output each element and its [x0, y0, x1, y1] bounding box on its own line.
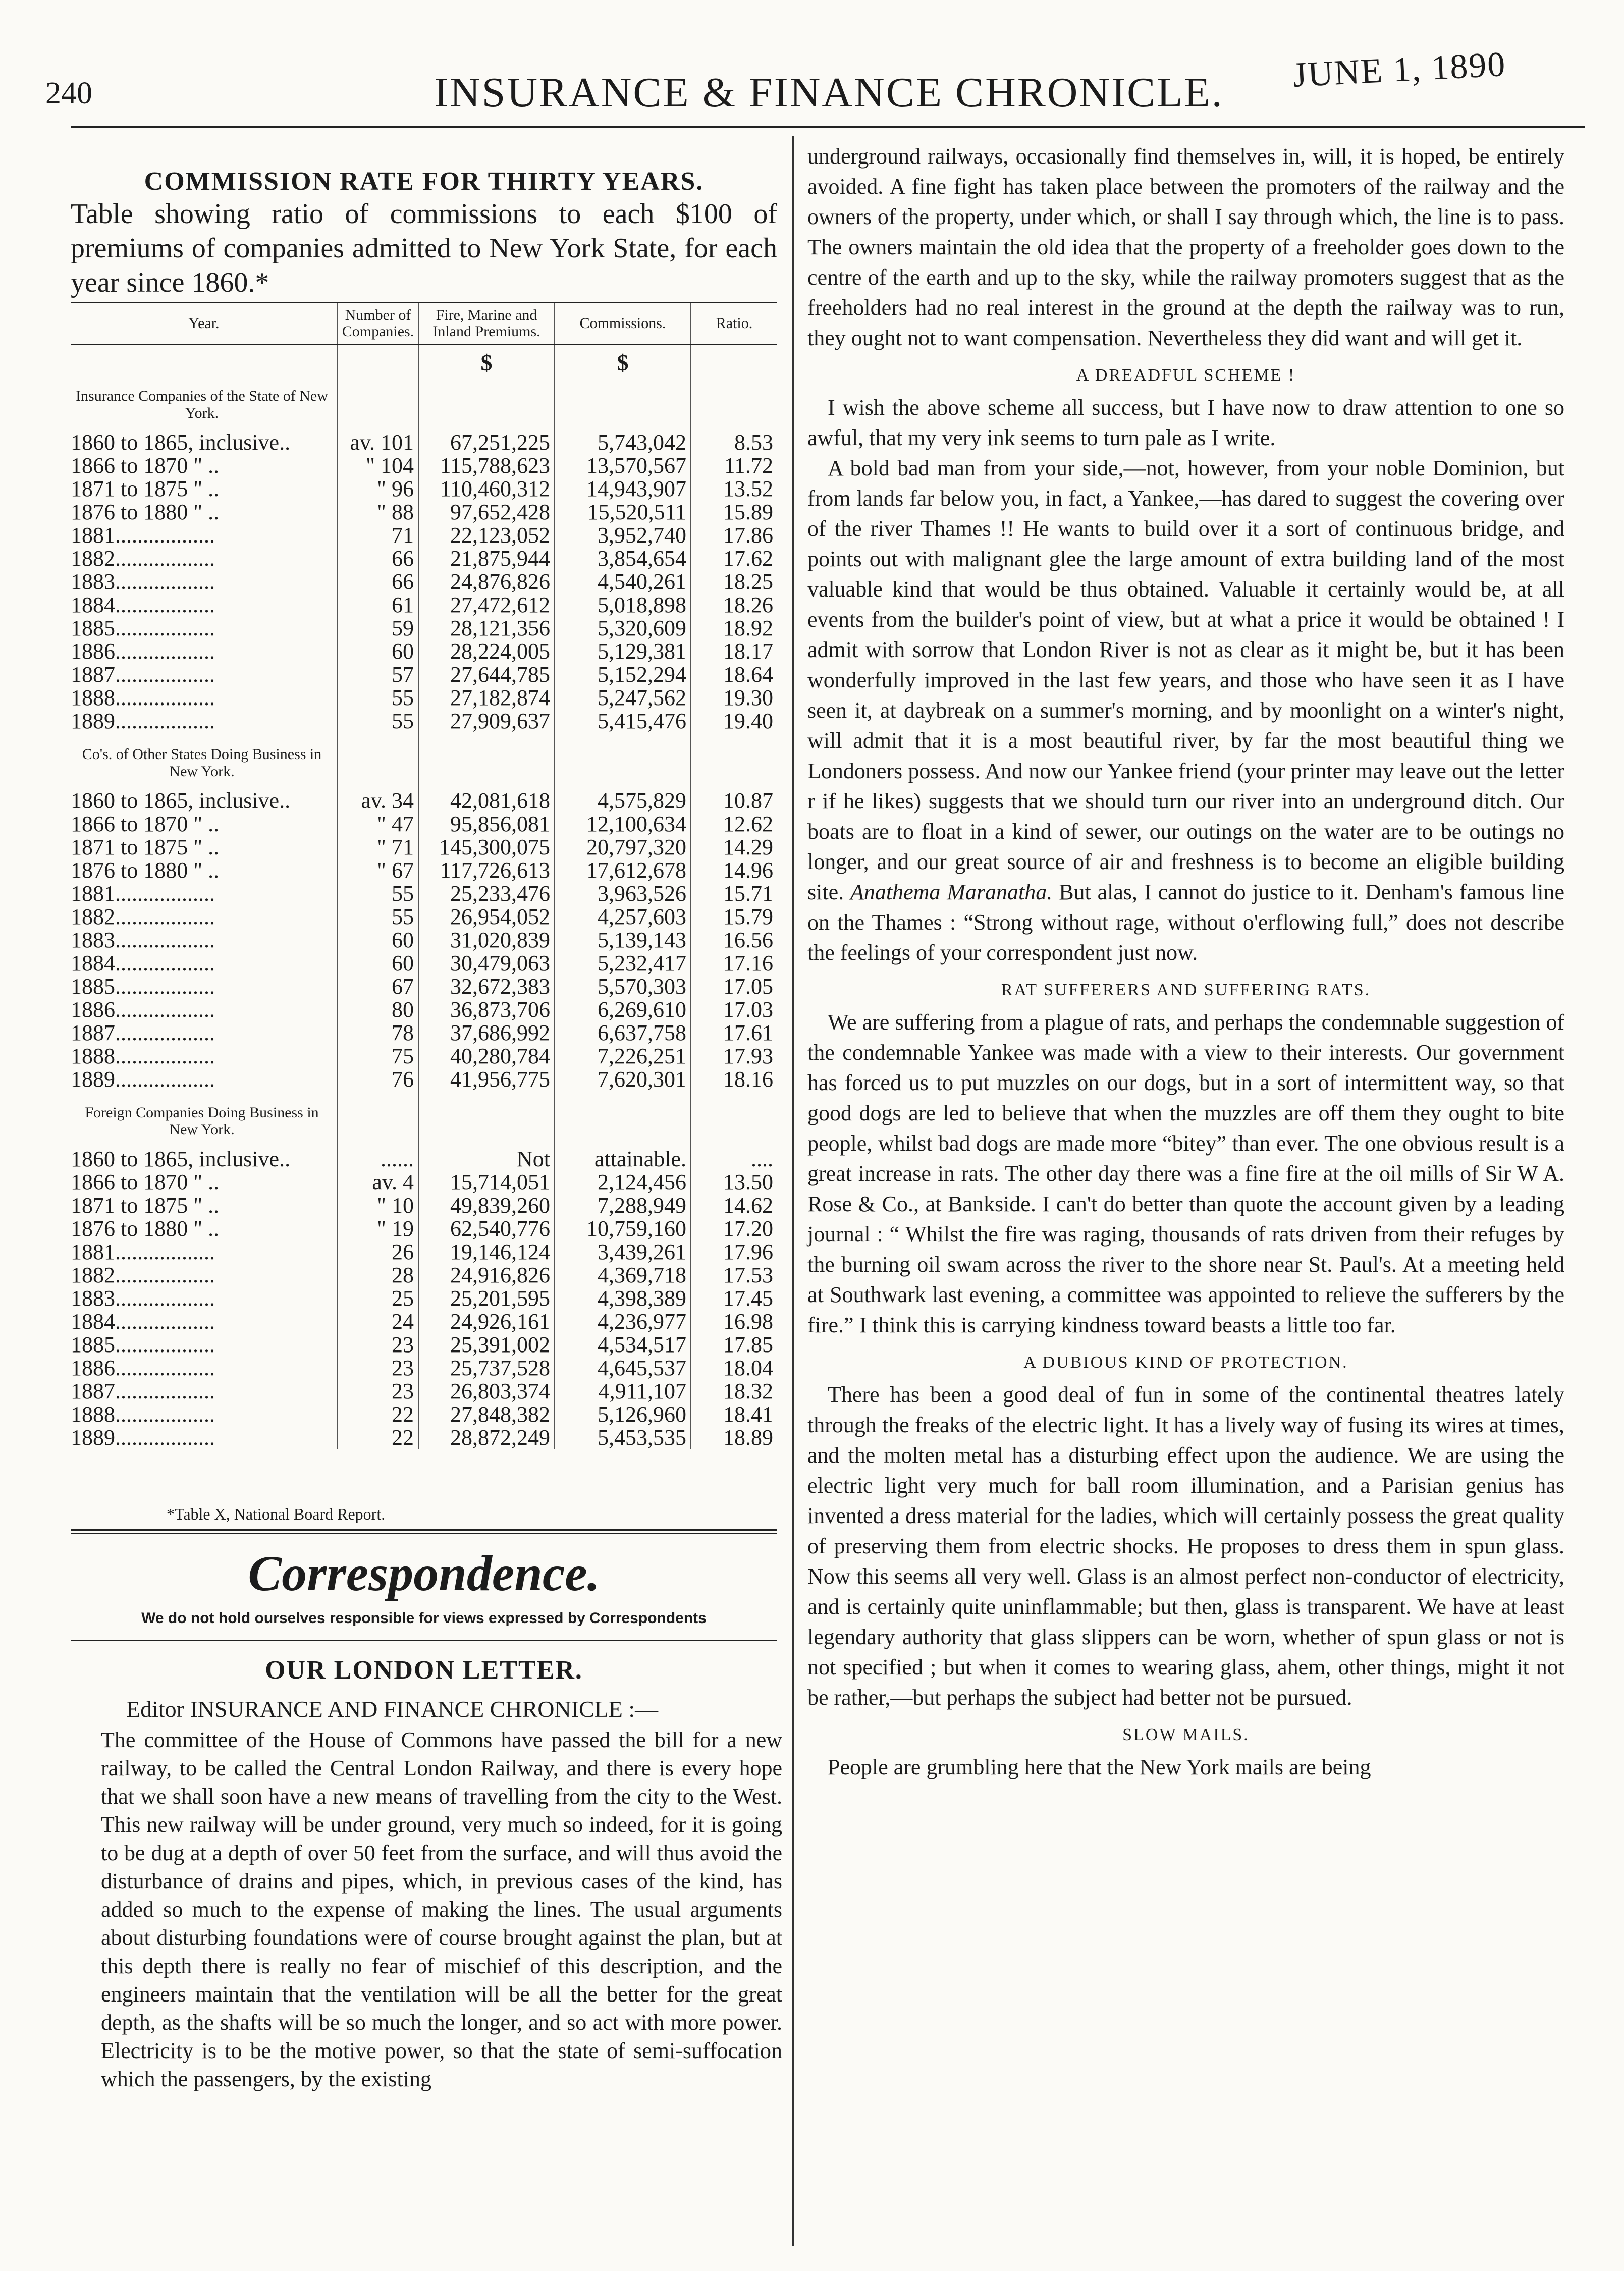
table-cell: 17.96 — [691, 1240, 777, 1264]
table-cell: 24,926,161 — [418, 1310, 555, 1333]
page-number: 240 — [45, 76, 92, 111]
table-cell: .... — [691, 1148, 777, 1171]
table-cell: 1881.................. — [71, 1239, 215, 1264]
table-cell: 5,570,303 — [555, 975, 691, 998]
table-cell: 22 — [338, 1403, 418, 1426]
group-title: Insurance Companies of the State of New York. — [76, 388, 328, 421]
table-cell: 17.85 — [691, 1333, 777, 1357]
table-cell: 66 — [338, 570, 418, 593]
table-cell: 4,236,977 — [555, 1310, 691, 1333]
table-cell: 13,570,567 — [555, 454, 691, 477]
table-cell: 4,645,537 — [555, 1357, 691, 1380]
table-cell: 18.89 — [691, 1426, 777, 1449]
table-cell: 67,251,225 — [418, 431, 555, 454]
empty-cell — [338, 733, 418, 789]
table-cell: 18.17 — [691, 640, 777, 663]
table-cell: 32,672,383 — [418, 975, 555, 998]
table-cell: 1888.................. — [71, 1402, 215, 1427]
commission-table — [71, 302, 777, 1449]
table-cell: 27,644,785 — [418, 663, 555, 686]
table-cell: 5,247,562 — [555, 686, 691, 710]
table-cell: 31,020,839 — [418, 929, 555, 952]
table-cell: 18.64 — [691, 663, 777, 686]
table-cell: 1866 to 1870 " .. — [71, 1170, 220, 1195]
empty-cell — [691, 1091, 777, 1148]
table-cell: " 47 — [338, 813, 418, 836]
table-cell: 19.30 — [691, 686, 777, 710]
table-cell: 80 — [338, 998, 418, 1021]
table-cell: 1887.................. — [71, 1379, 215, 1403]
table-row — [71, 1217, 777, 1240]
col-companies: Number of Companies. — [338, 303, 418, 345]
table-cell: 1889.................. — [71, 709, 215, 733]
table-cell: 49,839,260 — [418, 1194, 555, 1217]
header-rule — [71, 126, 1585, 128]
currency-cell: $ — [555, 345, 691, 375]
table-cell: 8.53 — [691, 431, 777, 454]
empty-cell — [338, 1091, 418, 1148]
table-row — [71, 593, 777, 617]
table-cell: 30,479,063 — [418, 952, 555, 975]
table-cell: 67 — [338, 975, 418, 998]
table-cell: 10.87 — [691, 789, 777, 813]
currency-cell — [691, 345, 777, 375]
table-row — [71, 1357, 777, 1380]
table-cell: 1889.................. — [71, 1425, 215, 1450]
currency-cell: $ — [418, 345, 555, 375]
table-cell: 60 — [338, 952, 418, 975]
section-rule — [71, 1640, 777, 1641]
table-cell: 4,534,517 — [555, 1333, 691, 1357]
table-cell: 19.40 — [691, 710, 777, 733]
table-row — [71, 1194, 777, 1217]
table-cell: 24,916,826 — [418, 1264, 555, 1287]
table-row — [71, 952, 777, 975]
table-cell: 1885.................. — [71, 616, 215, 640]
group-header-row — [71, 1091, 777, 1148]
table-cell: 37,686,992 — [418, 1021, 555, 1045]
table-cell: 1883.................. — [71, 928, 215, 952]
table-cell: 15,520,511 — [555, 501, 691, 524]
table-cell: 5,129,381 — [555, 640, 691, 663]
col-commissions: Commissions. — [555, 303, 691, 345]
table-row — [71, 1148, 777, 1171]
table-cell: 19,146,124 — [418, 1240, 555, 1264]
subheading-protection: A DUBIOUS KIND OF PROTECTION. — [1023, 1353, 1348, 1372]
correspondence-heading: Correspondence. — [248, 1545, 600, 1601]
table-row — [71, 1403, 777, 1426]
table-cell: 5,139,143 — [555, 929, 691, 952]
table-row — [71, 640, 777, 663]
table-cell: 1876 to 1880 " .. — [71, 1216, 220, 1241]
table-cell: 1886.................. — [71, 997, 215, 1022]
empty-cell — [691, 374, 777, 431]
table-cell: 26 — [338, 1240, 418, 1264]
table-cell: 1871 to 1875 " .. — [71, 1193, 220, 1218]
table-cell: 23 — [338, 1333, 418, 1357]
table-row — [71, 477, 777, 501]
table-cell: 4,369,718 — [555, 1264, 691, 1287]
table-row — [71, 1171, 777, 1194]
table-row — [71, 1310, 777, 1333]
table-cell: 5,232,417 — [555, 952, 691, 975]
group-title: Foreign Companies Doing Business in New York. — [85, 1104, 319, 1138]
empty-cell — [418, 374, 555, 431]
table-cell: 60 — [338, 929, 418, 952]
table-row — [71, 686, 777, 710]
table-cell: 18.16 — [691, 1068, 777, 1091]
table-cell: 4,540,261 — [555, 570, 691, 593]
table-cell: 71 — [338, 524, 418, 547]
table-cell: 1885.................. — [71, 1332, 215, 1357]
table-cell: 1871 to 1875 " .. — [71, 835, 220, 859]
table-cell: 15.71 — [691, 882, 777, 905]
table-cell: 28 — [338, 1264, 418, 1287]
empty-cell — [691, 733, 777, 789]
empty-cell — [338, 374, 418, 431]
table-cell: 59 — [338, 617, 418, 640]
table-cell: 62,540,776 — [418, 1217, 555, 1240]
table-row — [71, 929, 777, 952]
table-cell: 2,124,456 — [555, 1171, 691, 1194]
currency-row — [71, 345, 777, 375]
table-cell: av. 101 — [338, 431, 418, 454]
table-cell: 16.98 — [691, 1310, 777, 1333]
table-cell: 75 — [338, 1045, 418, 1068]
table-row — [71, 905, 777, 929]
paragraph: We are suffering from a plague of rats, and perhaps the condemnable suggestion of the condemnable Yankee was made with a view to their interests. Our government has forced us to put muzzles on our dogs, but in a sort of intermittent way, so that good dogs are led to believe that when the muzzles are off them they ought to bite people, whilst bad dogs are made more “bitey” than ever. The one obvious result is a great increase in rats. The other day there was a fine fire at the oil mills of Sir W A. Rose & Co., at Bankside. I can't do better than quote the account given by a leading journal : “ Whilst the fire was raging, thousands of rats driven from their refuges by the burning oil swam across the river to the shore near St. Paul's. At a meeting held at Southwark last evening, a committee was appointed to relieve the sufferers by the fire.” I think this is carrying kindness toward beasts a little too far. — [807, 1010, 1564, 1337]
table-cell: 3,854,654 — [555, 547, 691, 570]
table-cell: av. 34 — [338, 789, 418, 813]
table-cell: 17.93 — [691, 1045, 777, 1068]
table-cell: 18.41 — [691, 1403, 777, 1426]
table-footnote: *Table X, National Board Report. — [167, 1505, 386, 1523]
table-cell: 14.96 — [691, 859, 777, 882]
table-cell: 14.29 — [691, 836, 777, 859]
table-cell: 1882.................. — [71, 1263, 215, 1287]
table-cell: 17.61 — [691, 1021, 777, 1045]
subheading-rats: RAT SUFFERERS AND SUFFERING RATS. — [1001, 981, 1371, 999]
table-cell: 55 — [338, 686, 418, 710]
col-premiums: Fire, Marine and Inland Premiums. — [418, 303, 555, 345]
table-cell: 1882.................. — [71, 546, 215, 571]
table-cell: 55 — [338, 882, 418, 905]
table-row — [71, 501, 777, 524]
table-cell: 28,224,005 — [418, 640, 555, 663]
table-cell: 1881.................. — [71, 523, 215, 548]
table-cell: 1876 to 1880 " .. — [71, 858, 220, 883]
table-cell: 1883.................. — [71, 569, 215, 594]
correspondence-disclaimer: We do not hold ourselves responsible for views expressed by Correspondents — [141, 1610, 707, 1627]
table-cell: 1876 to 1880 " .. — [71, 500, 220, 524]
table-cell: 16.56 — [691, 929, 777, 952]
table-cell: 42,081,618 — [418, 789, 555, 813]
table-row — [71, 1240, 777, 1264]
table-cell: 13.50 — [691, 1171, 777, 1194]
salutation: Editor INSURANCE AND FINANCE CHRONICLE :— — [126, 1696, 659, 1722]
table-cell: 5,453,535 — [555, 1426, 691, 1449]
table-cell: 1860 to 1865, inclusive.. — [71, 1147, 291, 1171]
table-cell: 6,269,610 — [555, 998, 691, 1021]
table-row — [71, 431, 777, 454]
empty-cell — [555, 1091, 691, 1148]
table-cell: 1889.................. — [71, 1067, 215, 1092]
table-cell: Not — [418, 1148, 555, 1171]
table-cell: 1884.................. — [71, 951, 215, 976]
table-cell: 7,226,251 — [555, 1045, 691, 1068]
table-cell: 4,575,829 — [555, 789, 691, 813]
table-cell: 25,201,595 — [418, 1287, 555, 1310]
table-cell: 25,737,528 — [418, 1357, 555, 1380]
table-cell: " 67 — [338, 859, 418, 882]
table-cell: attainable. — [555, 1148, 691, 1171]
table-cell: " 96 — [338, 477, 418, 501]
table-cell: 17.53 — [691, 1264, 777, 1287]
table-cell: 15.79 — [691, 905, 777, 929]
table-cell: 1882.................. — [71, 904, 215, 929]
commission-heading: COMMISSION RATE FOR THIRTY YEARS. — [144, 167, 704, 196]
table-row — [71, 859, 777, 882]
table-cell: 40,280,784 — [418, 1045, 555, 1068]
london-letter-heading: OUR LONDON LETTER. — [265, 1656, 583, 1685]
column-separator — [792, 136, 794, 2246]
table-cell: 17,612,678 — [555, 859, 691, 882]
table-cell: 23 — [338, 1357, 418, 1380]
table-cell: " 71 — [338, 836, 418, 859]
table-row — [71, 789, 777, 813]
table-row — [71, 1287, 777, 1310]
table-cell: " 104 — [338, 454, 418, 477]
table-cell: 55 — [338, 710, 418, 733]
table-row — [71, 813, 777, 836]
table-cell: 6,637,758 — [555, 1021, 691, 1045]
table-cell: 27,848,382 — [418, 1403, 555, 1426]
subheading-slow-mails: SLOW MAILS. — [1122, 1725, 1250, 1744]
table-cell: ...... — [338, 1148, 418, 1171]
table-cell: 25 — [338, 1287, 418, 1310]
table-cell: 17.05 — [691, 975, 777, 998]
table-row — [71, 524, 777, 547]
paragraph-text: But alas, I cannot do justice to it. Denham's famous line on the Thames : “Strong without rage, without o'erflowing full,” does not describe the feelings of your correspondent just now. — [807, 880, 1565, 965]
table-cell: 17.03 — [691, 998, 777, 1021]
table-cell: 60 — [338, 640, 418, 663]
table-cell: 12.62 — [691, 813, 777, 836]
paragraph — [807, 453, 1564, 968]
empty-cell — [555, 374, 691, 431]
table-cell: 27,472,612 — [418, 593, 555, 617]
table-cell: 21,875,944 — [418, 547, 555, 570]
table-cell: 4,398,389 — [555, 1287, 691, 1310]
table-cell: 76 — [338, 1068, 418, 1091]
table-cell: 22,123,052 — [418, 524, 555, 547]
table-cell: 1884.................. — [71, 1309, 215, 1334]
group-header-row — [71, 733, 777, 789]
table-cell: 41,956,775 — [418, 1068, 555, 1091]
table-cell: 117,726,613 — [418, 859, 555, 882]
table-row — [71, 454, 777, 477]
table-cell: 78 — [338, 1021, 418, 1045]
table-cell: 5,018,898 — [555, 593, 691, 617]
table-cell: 97,652,428 — [418, 501, 555, 524]
table-row — [71, 1045, 777, 1068]
table-row — [71, 975, 777, 998]
table-cell: 12,100,634 — [555, 813, 691, 836]
table-cell: 14,943,907 — [555, 477, 691, 501]
table-cell: 26,803,374 — [418, 1380, 555, 1403]
table-cell: 1866 to 1870 " .. — [71, 453, 220, 478]
table-cell: 27,909,637 — [418, 710, 555, 733]
section-rule — [71, 1533, 777, 1534]
table-cell: 1888.................. — [71, 685, 215, 710]
col-year: Year. — [71, 303, 338, 345]
table-cell: 3,963,526 — [555, 882, 691, 905]
table-cell: 1887.................. — [71, 662, 215, 687]
table-cell: 15,714,051 — [418, 1171, 555, 1194]
table-cell: 17.45 — [691, 1287, 777, 1310]
paragraph-text: A bold bad man from your side,—not, however, from your noble Dominion, but from lands far below you, in fact, a Yankee,—has dared to suggest the covering over of the river Thames !! He wants to build over it a sort of continuous bridge, and points out with malignant glee the large amount of extra building land of the most valuable kind that would be thus obtained. Valuable it certainly would be, at all events from the builder's point of view, but at what a price it would be obtained ! I admit with sorrow that London River is not as clear as it might be, but it has been wonderfully improved in the last few years, and those who have seen it as I have seen it, at daybreak on a summer's morning, and by moonlight on a winter's night, will admit that it is a most beautiful river, by far the most beautiful thing we Londoners possess. And now our Yankee friend (your printer may leave out the letter r if he likes) suggests that we should turn our river into an underground ditch. Our boats are to float in a kind of sewer, our outings on the water are to be outings no longer, and our great source of air and freshness is to become an eligible building site. — [807, 456, 1564, 904]
table-cell: 145,300,075 — [418, 836, 555, 859]
table-row — [71, 617, 777, 640]
table-cell: 5,743,042 — [555, 431, 691, 454]
table-cell: 24,876,826 — [418, 570, 555, 593]
london-letter-para: The committee of the House of Commons have passed the bill for a new railway, to be called the Central London Railway, and there is every hope that we shall soon have a new means of travelling from the city to the West. This new railway will be under ground, very much so indeed, for it is going to be dug at a depth of over 50 feet from the surface, and will thus avoid the disturbance of drains and pipes, which, in previous cases of the kind, has added so much to the expense of making the lines. The usual arguments about disturbing foundations were of course brought against the plan, but at this depth there is really no fear of mischief of this description, and the engineers maintain that the ventilation will be all the better for the great depth, as the shafts will be so much the longer, and so act with more power. Electricity is to be the motive power, so that the state of semi-suffocation which the passengers, by the existing — [101, 1727, 782, 2091]
table-cell: 66 — [338, 547, 418, 570]
table-row — [71, 998, 777, 1021]
table-cell: 18.32 — [691, 1380, 777, 1403]
table-row — [71, 1333, 777, 1357]
table-row — [71, 1264, 777, 1287]
table-cell: 110,460,312 — [418, 477, 555, 501]
table-cell: 5,415,476 — [555, 710, 691, 733]
table-cell: 26,954,052 — [418, 905, 555, 929]
table-row — [71, 836, 777, 859]
table-cell: 1860 to 1865, inclusive.. — [71, 788, 291, 813]
table-row — [71, 1068, 777, 1091]
table-cell: 1887.................. — [71, 1020, 215, 1045]
table-cell: 1860 to 1865, inclusive.. — [71, 430, 291, 455]
table-cell: 1884.................. — [71, 592, 215, 617]
table-row — [71, 1426, 777, 1449]
table-cell: 15.89 — [691, 501, 777, 524]
empty-cell — [418, 1091, 555, 1148]
table-cell: 13.52 — [691, 477, 777, 501]
table-cell: 23 — [338, 1380, 418, 1403]
paragraph: People are grumbling here that the New York mails are being — [828, 1755, 1371, 1779]
table-cell: 17.16 — [691, 952, 777, 975]
paragraph: There has been a good deal of fun in some of the continental theatres lately through the freaks of the electric light. It has a lively way of fusing its wires at times, and the molten metal has a disturbing effect upon the audience. We are using the electric light very much for ball room illumination, and a Parisian genius has invented a dress material for the ladies, which will certainly possess the great quality of preserving them from electric shocks. He proposes to dress them in spun glass. Now this seems all very well. Glass is an almost perfect non-conductor of electricity, and is certainly quite uninflammable; but then, glass is transparent. We have at least legendary authority that glass slippers can be worn, whether of spun glass or not is not specified ; but when it comes to wearing glass, ahem, other things, might it not be rather,—but perhaps the subject had better not be pursued. — [807, 1382, 1564, 1710]
table-cell: " 10 — [338, 1194, 418, 1217]
table-row — [71, 547, 777, 570]
table-cell: 1883.................. — [71, 1286, 215, 1311]
table-cell: 7,620,301 — [555, 1068, 691, 1091]
table-header-row — [71, 303, 777, 345]
table-cell: 95,856,081 — [418, 813, 555, 836]
right-column — [807, 141, 1564, 1782]
table-row — [71, 882, 777, 905]
table-cell: " 88 — [338, 501, 418, 524]
table-cell: 1881.................. — [71, 881, 215, 906]
empty-cell — [555, 733, 691, 789]
table-cell: 36,873,706 — [418, 998, 555, 1021]
table-cell: 28,872,249 — [418, 1426, 555, 1449]
table-cell: 27,182,874 — [418, 686, 555, 710]
table-cell: 24 — [338, 1310, 418, 1333]
table-cell: av. 4 — [338, 1171, 418, 1194]
table-cell: 1885.................. — [71, 974, 215, 999]
table-cell: 14.62 — [691, 1194, 777, 1217]
table-cell: 18.92 — [691, 617, 777, 640]
table-cell: 5,320,609 — [555, 617, 691, 640]
table-row — [71, 570, 777, 593]
table-cell: 1886.................. — [71, 639, 215, 664]
table-cell: 10,759,160 — [555, 1217, 691, 1240]
subheading-dreadful-scheme: A DREADFUL SCHEME ! — [1076, 366, 1296, 385]
group-header-row — [71, 374, 777, 431]
table-cell: 1871 to 1875 " .. — [71, 476, 220, 501]
table-cell: 7,288,949 — [555, 1194, 691, 1217]
table-cell: 25,391,002 — [418, 1333, 555, 1357]
currency-cell — [71, 345, 338, 375]
table-cell: 18.26 — [691, 593, 777, 617]
london-letter-continued: underground railways, occasionally find themselves in, will, it is hoped, be entirely avoided. A fine fight has taken place between the promoters of the railway and the owners of the property, under which, or shall I say through which, the line is to pass. The owners maintain the old idea that the property of a freeholder goes down to the centre of the earth and up to the sky, while the railway promoters suggest that as the freeholders had no real interest in the ground at the depth the railway was to run, they ought not to want compensation. Nevertheless they did want and will get it. — [807, 144, 1564, 350]
table-cell: 5,152,294 — [555, 663, 691, 686]
table-cell: 3,952,740 — [555, 524, 691, 547]
table-cell: 17.86 — [691, 524, 777, 547]
table-cell: 3,439,261 — [555, 1240, 691, 1264]
table-cell: 22 — [338, 1426, 418, 1449]
table-cell: 1886.................. — [71, 1356, 215, 1380]
table-cell: 61 — [338, 593, 418, 617]
group-title: Co's. of Other States Doing Business in New York. — [82, 746, 322, 780]
table-cell: 4,257,603 — [555, 905, 691, 929]
table-cell: 28,121,356 — [418, 617, 555, 640]
table-cell: 4,911,107 — [555, 1380, 691, 1403]
currency-cell — [338, 345, 418, 375]
table-cell: 5,126,960 — [555, 1403, 691, 1426]
table-cell: 17.20 — [691, 1217, 777, 1240]
table-row — [71, 710, 777, 733]
table-cell: 57 — [338, 663, 418, 686]
table-cell: 20,797,320 — [555, 836, 691, 859]
empty-cell — [418, 733, 555, 789]
section-rule — [71, 1529, 777, 1531]
issue-date: JUNE 1, 1890 — [1292, 44, 1507, 95]
table-row — [71, 1021, 777, 1045]
publication-title: INSURANCE & FINANCE CHRONICLE. — [434, 69, 1224, 116]
table-cell: 17.62 — [691, 547, 777, 570]
table-cell: 18.04 — [691, 1357, 777, 1380]
col-ratio: Ratio. — [691, 303, 777, 345]
table-cell: 25,233,476 — [418, 882, 555, 905]
paragraph: I wish the above scheme all success, but I have now to draw attention to one so awful, that my very ink seems to turn pale as I write. — [807, 395, 1564, 450]
commission-table-body — [71, 345, 777, 1450]
table-cell: 115,788,623 — [418, 454, 555, 477]
table-cell: 18.25 — [691, 570, 777, 593]
table-cell: 11.72 — [691, 454, 777, 477]
commission-intro: Table showing ratio of commissions to each $100 of premiums of companies admitted to New York State, for each year since 1860.* — [71, 198, 777, 298]
table-row — [71, 663, 777, 686]
table-cell: 1888.................. — [71, 1044, 215, 1068]
table-cell: 1866 to 1870 " .. — [71, 812, 220, 836]
anathema-phrase: Anathema Maranatha. — [850, 880, 1053, 904]
table-cell: " 19 — [338, 1217, 418, 1240]
table-row — [71, 1380, 777, 1403]
table-cell: 55 — [338, 905, 418, 929]
